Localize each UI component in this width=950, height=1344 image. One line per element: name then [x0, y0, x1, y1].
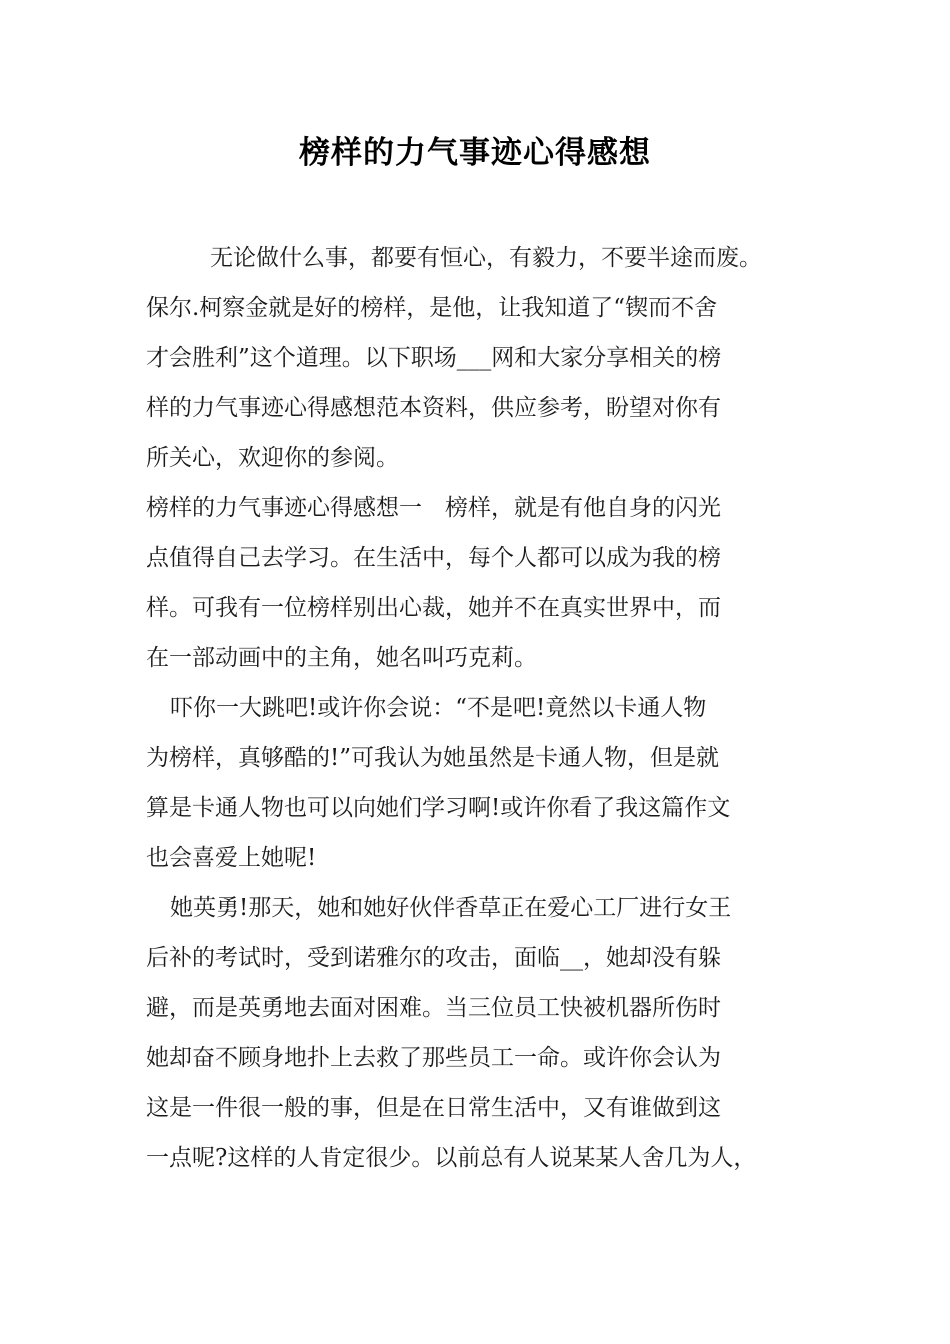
text-line: 点值得自己去学习。在生活中，每个人都可以成为我的榜: [146, 545, 721, 571]
text-line: 才会胜利”这个道理。以下职场___网和大家分享相关的榜: [146, 345, 722, 371]
text-line: 吓你一大跳吧!或许你会说：“不是吧!竟然以卡通人物: [170, 695, 707, 721]
text-line: 一点呢?这样的人肯定很少。以前总有人说某某人舍几为人，: [146, 1145, 757, 1171]
document-title: 榜样的力气事迹心得感想: [299, 135, 651, 171]
text-line: 为榜样，真够酷的!”可我认为她虽然是卡通人物，但是就: [146, 745, 720, 771]
text-line: 她英勇!那天，她和她好伙伴香草正在爱心工厂进行女王: [170, 895, 732, 921]
text-line: 算是卡通人物也可以向她们学习啊!或许你看了我这篇作文: [146, 795, 731, 821]
text-line: 后补的考试时，受到诺雅尔的攻击，面临__，她却没有躲: [146, 945, 721, 971]
text-line: 榜样的力气事迹心得感想一 榜样，就是有他自身的闪光: [146, 495, 721, 521]
text-line: 也会喜爱上她呢!: [146, 845, 317, 871]
text-line: 所关心，欢迎你的参阅。: [146, 445, 399, 471]
text-line: 样。可我有一位榜样别出心裁，她并不在真实世界中，而: [146, 595, 721, 621]
text-line: 这是一件很一般的事，但是在日常生活中，又有谁做到这: [146, 1095, 721, 1121]
text-line: 保尔.柯察金就是好的榜样，是他，让我知道了“锲而不舍: [146, 295, 718, 321]
text-line: 她却奋不顾身地扑上去救了那些员工一命。或许你会认为: [146, 1045, 721, 1071]
text-line: 在一部动画中的主角，她名叫巧克莉。: [146, 645, 537, 671]
text-line: 避，而是英勇地去面对困难。当三位员工快被机器所伤时: [146, 995, 721, 1021]
text-line: 无论做什么事，都要有恒心，有毅力，不要半途而废。: [210, 245, 762, 271]
text-line: 样的力气事迹心得感想范本资料，供应参考，盼望对你有: [146, 395, 721, 421]
